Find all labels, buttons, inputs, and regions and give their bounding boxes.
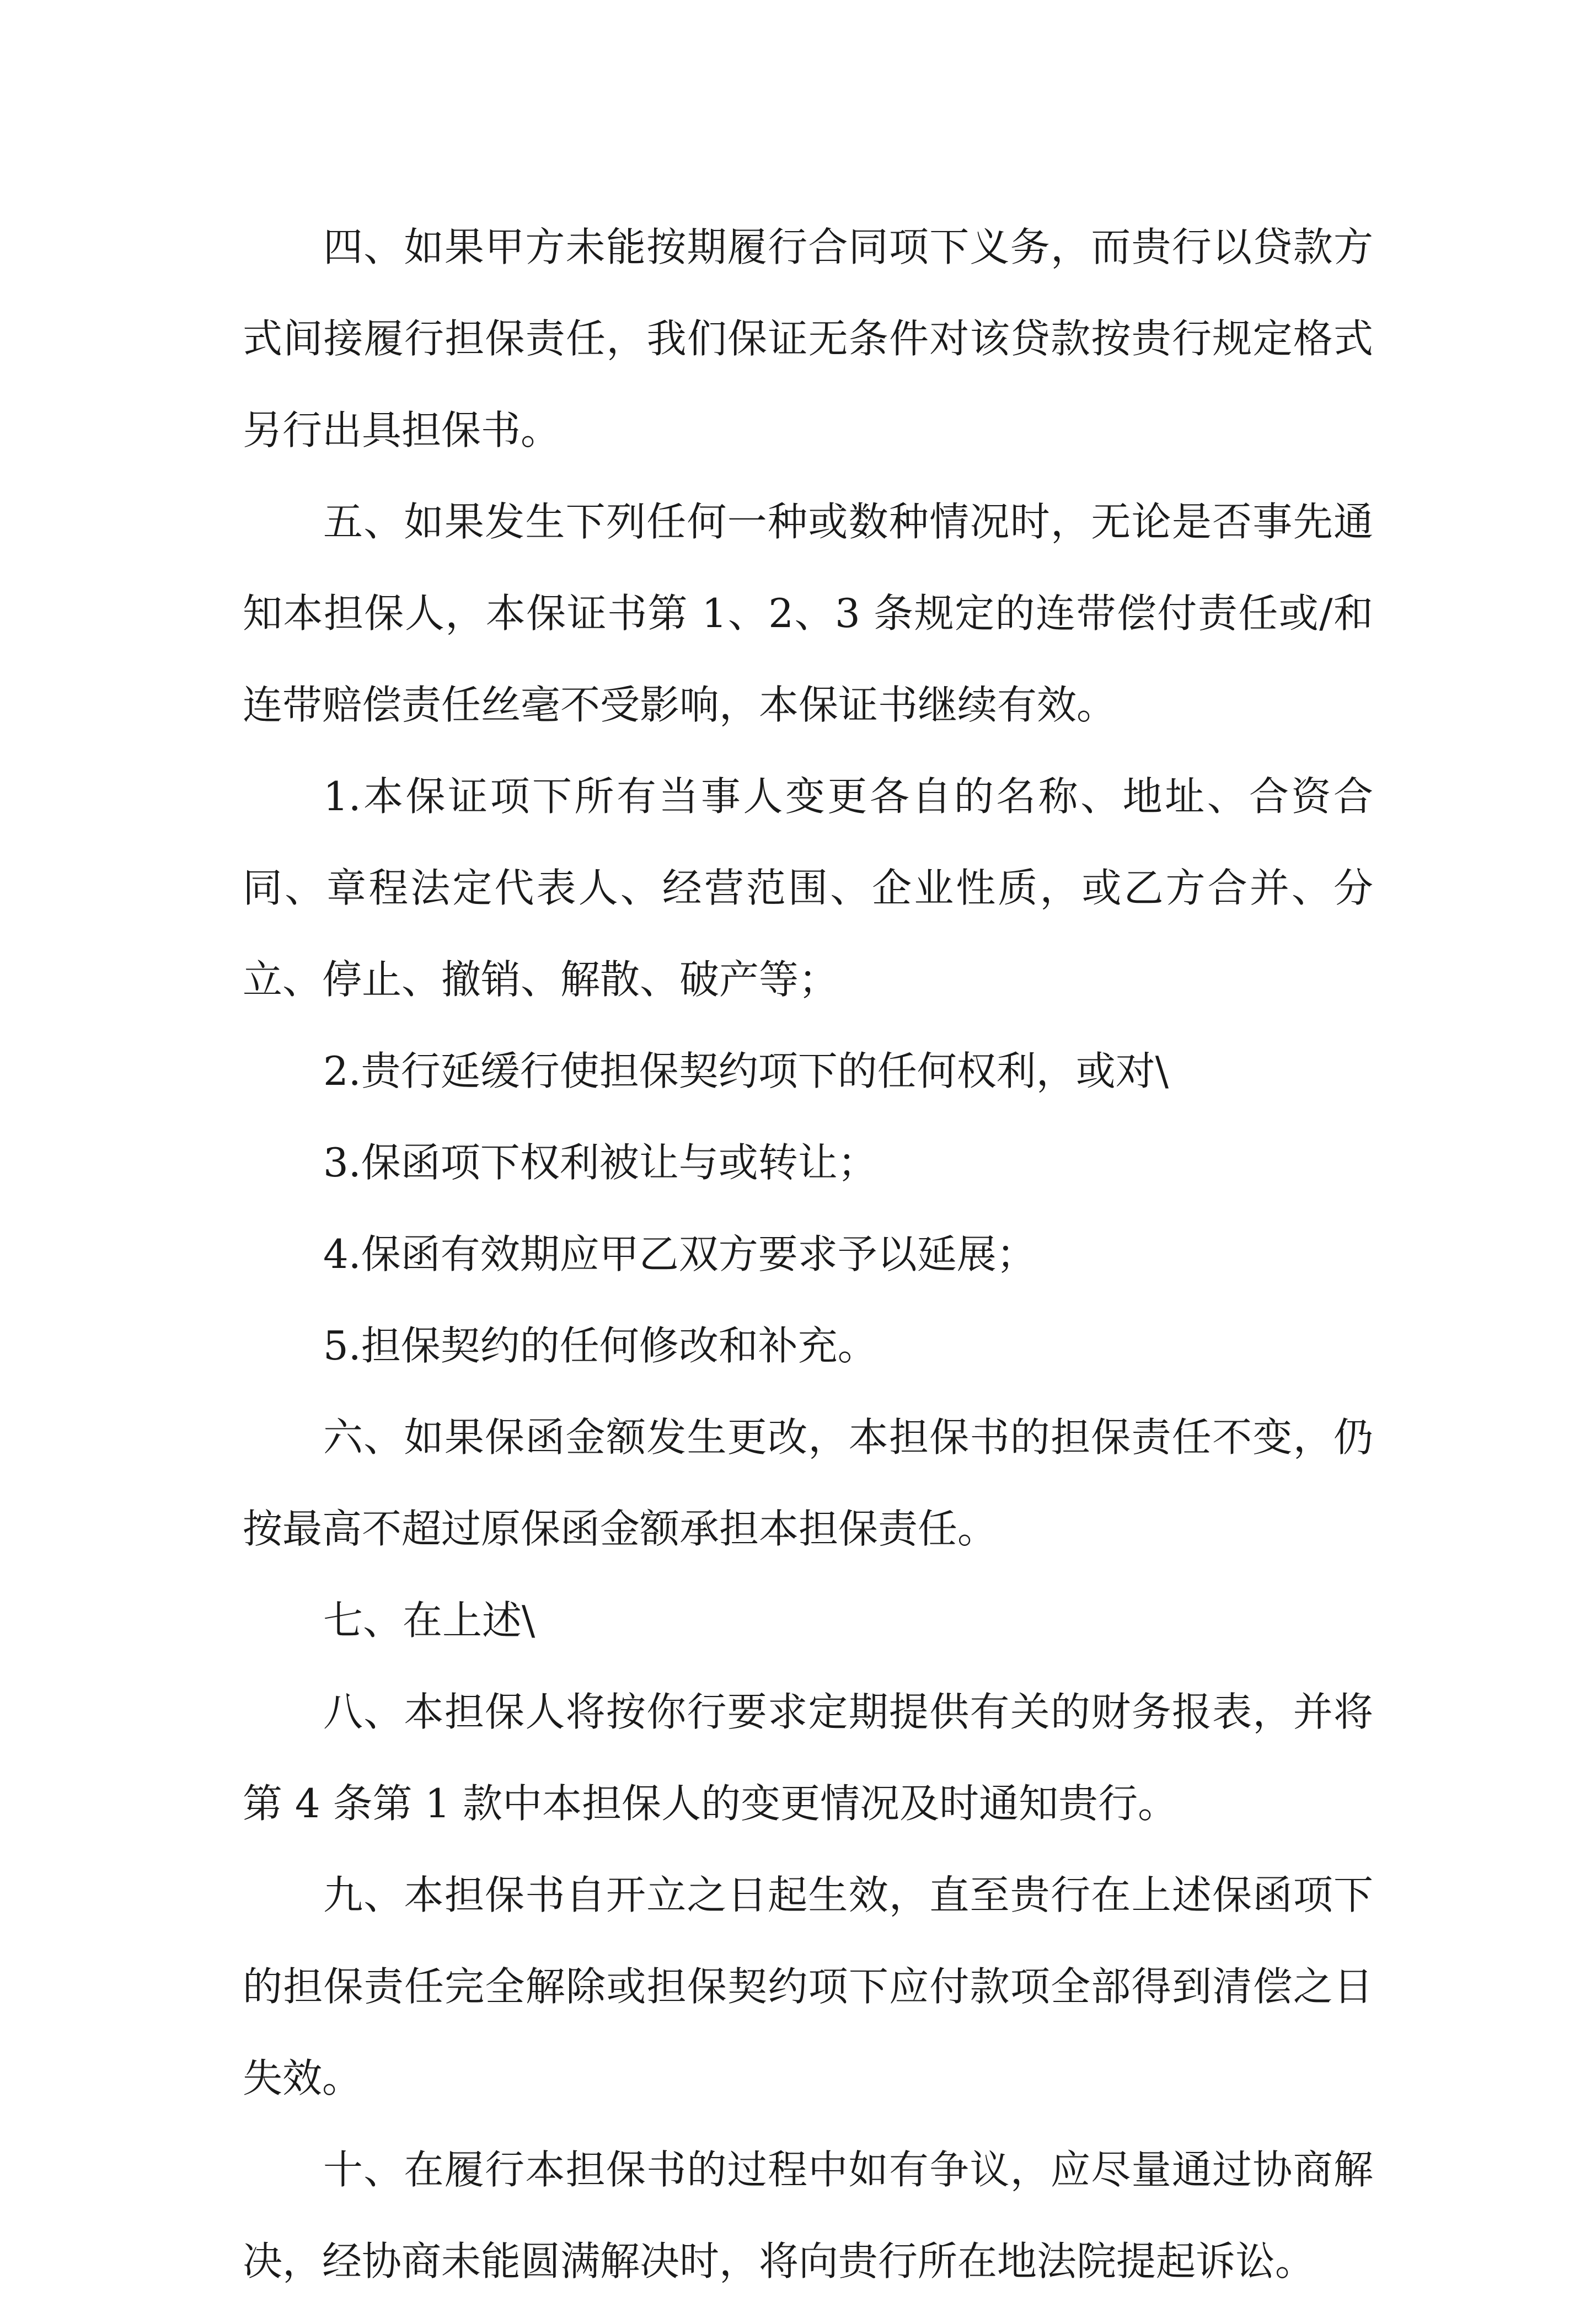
- clause-8-paragraph: 八、本担保人将按你行要求定期提供有关的财务报表，并将第 4 条第 1 款中本担保人的变更情况及时通知贵行。: [243, 1689, 1373, 1827]
- clause-10-paragraph: 十、在履行本担保书的过程中如有争议，应尽量通过协商解决，经协商未能圆满解决时，将向贵行所在地法院提起诉讼。: [243, 2147, 1373, 2284]
- clause-4-paragraph: 四、如果甲方未能按期履行合同项下义务，而贵行以贷款方式间接履行担保责任，我们保证无条件对该贷款按贵行规定格式另行出具担保书。: [243, 224, 1373, 453]
- document-body: [243, 201, 1373, 2307]
- clause-5-item-2: 2.贵行延缓行使担保契约项下的任何权利，或对\: [323, 1048, 1169, 1094]
- clause-9-paragraph: 九、本担保书自开立之日起生效，直至贵行在上述保函项下的担保责任完全解除或担保契约项下应付款项全部得到清偿之日失效。: [243, 1872, 1373, 2101]
- clause-6-paragraph: 六、如果保函金额发生更改，本担保书的担保责任不变，仍按最高不超过原保函金额承担本担保责任。: [243, 1414, 1373, 1552]
- clause-5-item-3: 3.保函项下权利被让与或转让；: [323, 1139, 877, 1186]
- clause-5-paragraph: 五、如果发生下列任何一种或数种情况时，无论是否事先通知本担保人，本保证书第 1、2、3 条规定的连带偿付责任或/和连带赔偿责任丝毫不受影响，本保证书继续有效。: [243, 499, 1373, 728]
- clause-5-item-1: 1.本保证项下所有当事人变更各自的名称、地址、合资合同、章程法定代表人、经营范围、企业性质，或乙方合并、分立、停止、撤销、解散、破产等；: [243, 773, 1373, 1003]
- clause-7-paragraph: 七、在上述\: [323, 1597, 535, 1644]
- clause-5-item-4: 4.保函有效期应甲乙双方要求予以延展；: [323, 1231, 1036, 1277]
- clause-5-item-5: 5.担保契约的任何修改和补充。: [323, 1323, 877, 1369]
